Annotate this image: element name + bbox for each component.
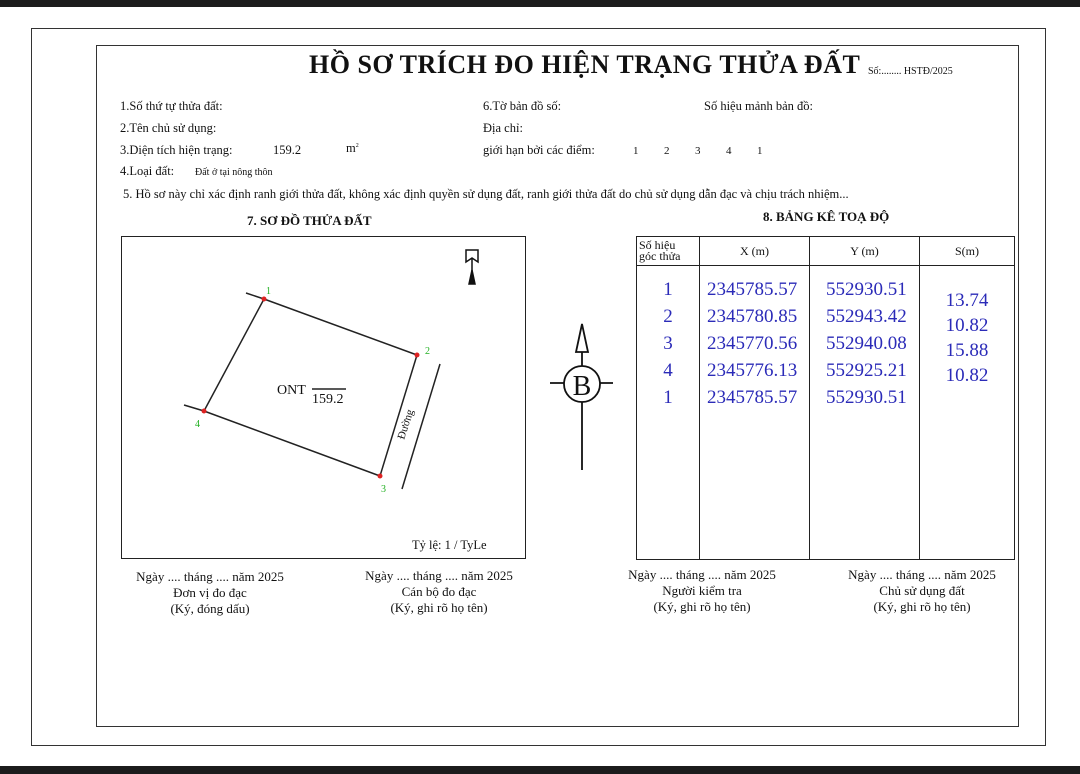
x-cell: 2345770.56 <box>707 333 798 354</box>
owner-label: 2.Tên chủ sử dụng: <box>120 121 217 135</box>
distance-cell: 10.82 <box>945 315 989 336</box>
y-cell: 552930.51 <box>826 279 907 300</box>
parcel-edge-4-1 <box>204 299 264 411</box>
vertex-marker <box>262 297 267 302</box>
vertex-marker <box>415 353 420 358</box>
coordinate-table <box>636 236 1015 560</box>
x-cell: 2345785.57 <box>707 387 798 408</box>
signature-block-inspector: Ngày .... tháng .... năm 2025 Người kiểm tra (Ký, ghi rõ họ tên) <box>628 567 776 614</box>
signature-block-surveyor: Ngày .... tháng .... năm 2025 Cán bộ đo đạc (Ký, ghi rõ họ tên) <box>365 568 513 615</box>
x-cell: 2345780.85 <box>707 306 798 327</box>
x-column <box>700 266 810 560</box>
address-label: Địa chỉ: <box>483 121 523 135</box>
vertex-label-1: 1 <box>266 286 271 297</box>
col-header-x: X (m) <box>700 237 810 266</box>
distance-cell: 13.74 <box>945 290 989 311</box>
land-code-label: ONT <box>277 383 306 398</box>
distance-column <box>920 266 1015 560</box>
vertex-label-3: 3 <box>381 484 386 495</box>
vertex-marker <box>202 409 207 414</box>
boundary-extension-line <box>184 405 204 411</box>
map-id-label: Số hiệu mảnh bản đồ: <box>704 99 814 113</box>
point-column <box>637 266 700 560</box>
point-cell: 4 <box>663 360 673 381</box>
y-cell: 552925.21 <box>826 360 907 381</box>
distance-cell: 10.82 <box>945 365 989 386</box>
area-value: 159.2 <box>273 143 302 157</box>
vertex-label-2: 2 <box>425 346 430 357</box>
y-cell: 552943.42 <box>826 306 907 327</box>
distance-cell: 15.88 <box>945 340 989 361</box>
document-number: Số:........ HSTĐ/2025 <box>868 66 953 77</box>
area-unit: $m^2$ <box>346 141 359 155</box>
signature-block-land-owner: Ngày .... tháng .... năm 2025 Chủ sử dụng đất (Ký, ghi rõ họ tên) <box>848 567 996 614</box>
boundary-points-label: giới hạn bởi các điểm: <box>483 143 595 157</box>
road-label: Đường <box>395 407 417 441</box>
col-header-s: S(m) <box>920 237 1015 266</box>
parcel-number-label: 1.Số thứ tự thửa đất: <box>120 99 223 113</box>
col-header-y: Y (m) <box>810 237 920 266</box>
parcel-edge-1-2 <box>264 299 417 355</box>
compass-letter: B <box>572 371 592 402</box>
coords-heading: 8. BẢNG KÊ TOẠ ĐỘ <box>763 209 890 224</box>
x-cell: 2345776.13 <box>707 360 798 381</box>
x-cell: 2345785.57 <box>707 279 798 300</box>
land-type-label: 4.Loại đất: <box>120 164 175 178</box>
scale-label: Tỷ lệ: 1 / TyLe <box>412 538 487 552</box>
map-sheet-label: 6.Tờ bản đồ số: <box>483 99 562 113</box>
vertex-marker <box>378 474 383 479</box>
document-title: HỒ SƠ TRÍCH ĐO HIỆN TRẠNG THỬA ĐẤT <box>309 50 861 79</box>
y-cell: 552930.51 <box>826 387 907 408</box>
area-label: 3.Diện tích hiện trạng: <box>120 143 233 157</box>
screen-bottom-bar <box>0 766 1080 774</box>
boundary-extension-line <box>246 293 264 299</box>
disclaimer-note: 5. Hồ sơ này chỉ xác định ranh giới thửa đất, không xác định quyền sử dụng đất, ranh giới thửa đất do chủ sử dụng dẫn đạc và chịu trách nhiệm... <box>123 187 849 201</box>
point-cell: 3 <box>663 333 673 354</box>
boundary-points-list: 1 2 3 4 1 <box>633 145 763 157</box>
point-cell: 2 <box>663 306 673 327</box>
land-type-value: Đất ở tại nông thôn <box>195 167 273 178</box>
col-header-point: Số hiệu góc thửa <box>637 237 700 266</box>
signature-block-survey-unit: Ngày .... tháng .... năm 2025 Đơn vị đo đạc (Ký, đóng dấu) <box>136 569 284 616</box>
point-cell: 1 <box>663 279 673 300</box>
point-cell: 1 <box>663 387 673 408</box>
y-column <box>810 266 920 560</box>
parcel-edge-3-4 <box>204 411 380 476</box>
y-cell: 552940.08 <box>826 333 907 354</box>
diagram-heading: 7. SƠ ĐỒ THỬA ĐẤT <box>247 213 372 228</box>
vertex-label-4: 4 <box>195 419 200 430</box>
parcel-area-label: 159.2 <box>312 392 344 407</box>
north-arrow-icon <box>466 250 478 284</box>
